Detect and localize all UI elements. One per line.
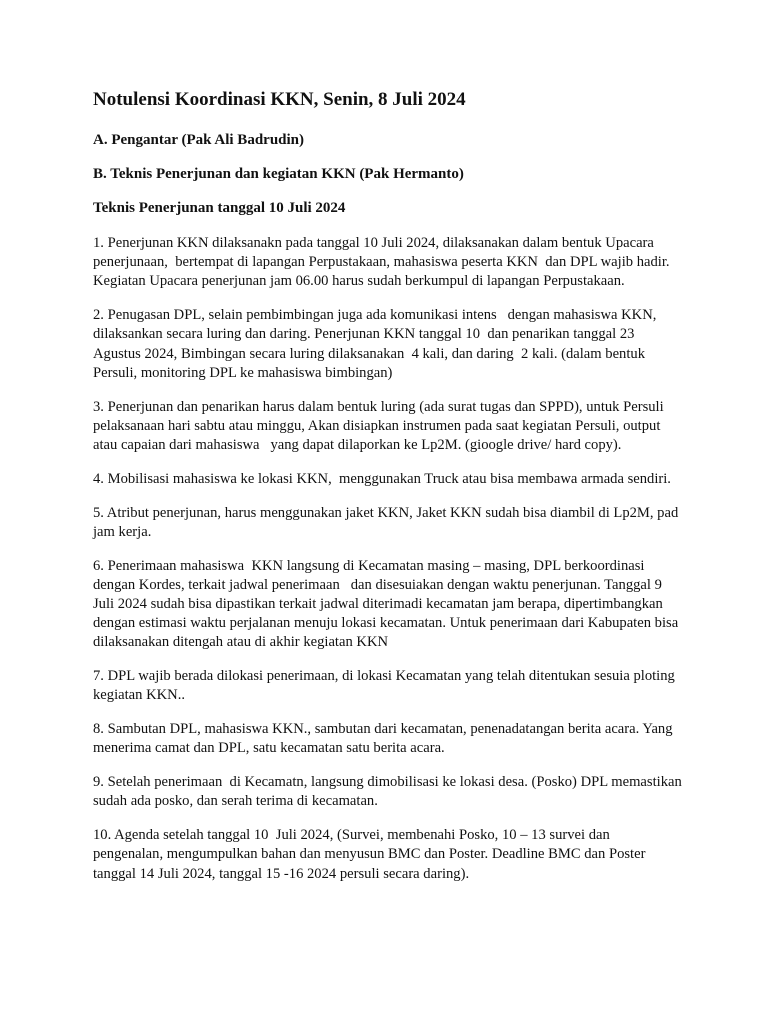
list-item-7: 7. DPL wajib berada dilokasi penerimaan, di lokasi Kecamatan yang telah ditentukan sesuia ploting kegiatan KKN.. — [93, 668, 679, 704]
list-item-2: 2. Penugasan DPL, selain pembimbingan juga ada komunikasi intens dengan mahasiswa KKN, dilaksankan secara luring dan daring. Penerjunan KKN tanggal 10 dan penarikan tanggal 23 Agustus 2024, Bimbingan secara luring dilaksanakan 4 kali, dan daring 2 kali. (dalam bentuk Persuli, monitoring DPL ke mahasiswa bimbingan) — [93, 307, 661, 381]
document-title: Notulensi Koordinasi KKN, Senin, 8 Juli 2024 — [93, 89, 466, 110]
item-list — [93, 234, 686, 884]
subheading: Teknis Penerjunan tanggal 10 Juli 2024 — [93, 200, 346, 216]
list-item-5: 5. Atribut penerjunan, harus menggunakan jaket KKN, Jaket KKN sudah bisa diambil di Lp2M, pad jam kerja. — [93, 504, 682, 540]
list-item-9: 9. Setelah penerimaan di Kecamatn, langsung dimobilisasi ke lokasi desa. (Posko) DPL memastikan sudah ada posko, dan serah terima di kecamatan. — [93, 774, 686, 810]
document-body — [93, 88, 686, 898]
list-item-1: 1. Penerjunan KKN dilaksanakn pada tanggal 10 Juli 2024, dilaksanakan dalam bentuk Upacara penerjunaan, bertempat di lapangan Perpustakaan, mahasiswa peserta KKN dan DPL wajib hadir. Kegiatan Upacara penerjunan jam 06.00 harus sudah berkumpul di lapangan Perpustakaan. — [93, 235, 674, 290]
list-item-3: 3. Penerjunan dan penarikan harus dalam bentuk luring (ada surat tugas dan SPPD), untuk Persuli pelaksanaan hari sabtu atau minggu, Akan disiapkan instrumen pada saat kegiatan Persuli, output atau capaian dari mahasiswa yang dapat dilaporkan ke Lp2M. (gioogle drive/ hard copy). — [93, 398, 668, 454]
section-a-heading: A. Pengantar (Pak Ali Badrudin) — [93, 132, 305, 148]
section-b-heading: B. Teknis Penerjunan dan kegiatan KKN (Pak Hermanto) — [93, 166, 464, 182]
list-item-10: 10. Agenda setelah tanggal 10 Juli 2024, (Survei, membenahi Posko, 10 – 13 survei dan pengenalan, mengumpulkan bahan dan menyusun BMC dan Poster. Deadline BMC dan Poster tanggal 14 Juli 2024, tanggal 15 -16 2024 persuli secara daring). — [93, 827, 650, 882]
list-item-4: 4. Mobilisasi mahasiswa ke lokasi KKN, menggunakan Truck atau bisa membawa armada sendiri. — [93, 470, 671, 487]
list-item-6: 6. Penerimaan mahasiswa KKN langsung di Kecamatan masing – masing, DPL berkoordinasi dengan Kordes, terkait jadwal penerimaan dan disesuiakan dengan waktu penerjunan. Tanggal 9 Juli 2024 sudah bisa dipastikan terkait jadwal diterimadi kecamatan jam berapa, dipertimbangkan dengan estimasi waktu perjalanan menuju lokasi kecamatan. Untuk penerimaan dari Kabupaten bisa dilaksanakan ditengah atau di akhir kegiatan KKN — [93, 557, 682, 651]
list-item-8: 8. Sambutan DPL, mahasiswa KKN., sambutan dari kecamatan, penenadatangan berita acara. Yang menerima camat dan DPL, satu kecamatan satu berita acara. — [93, 721, 677, 757]
